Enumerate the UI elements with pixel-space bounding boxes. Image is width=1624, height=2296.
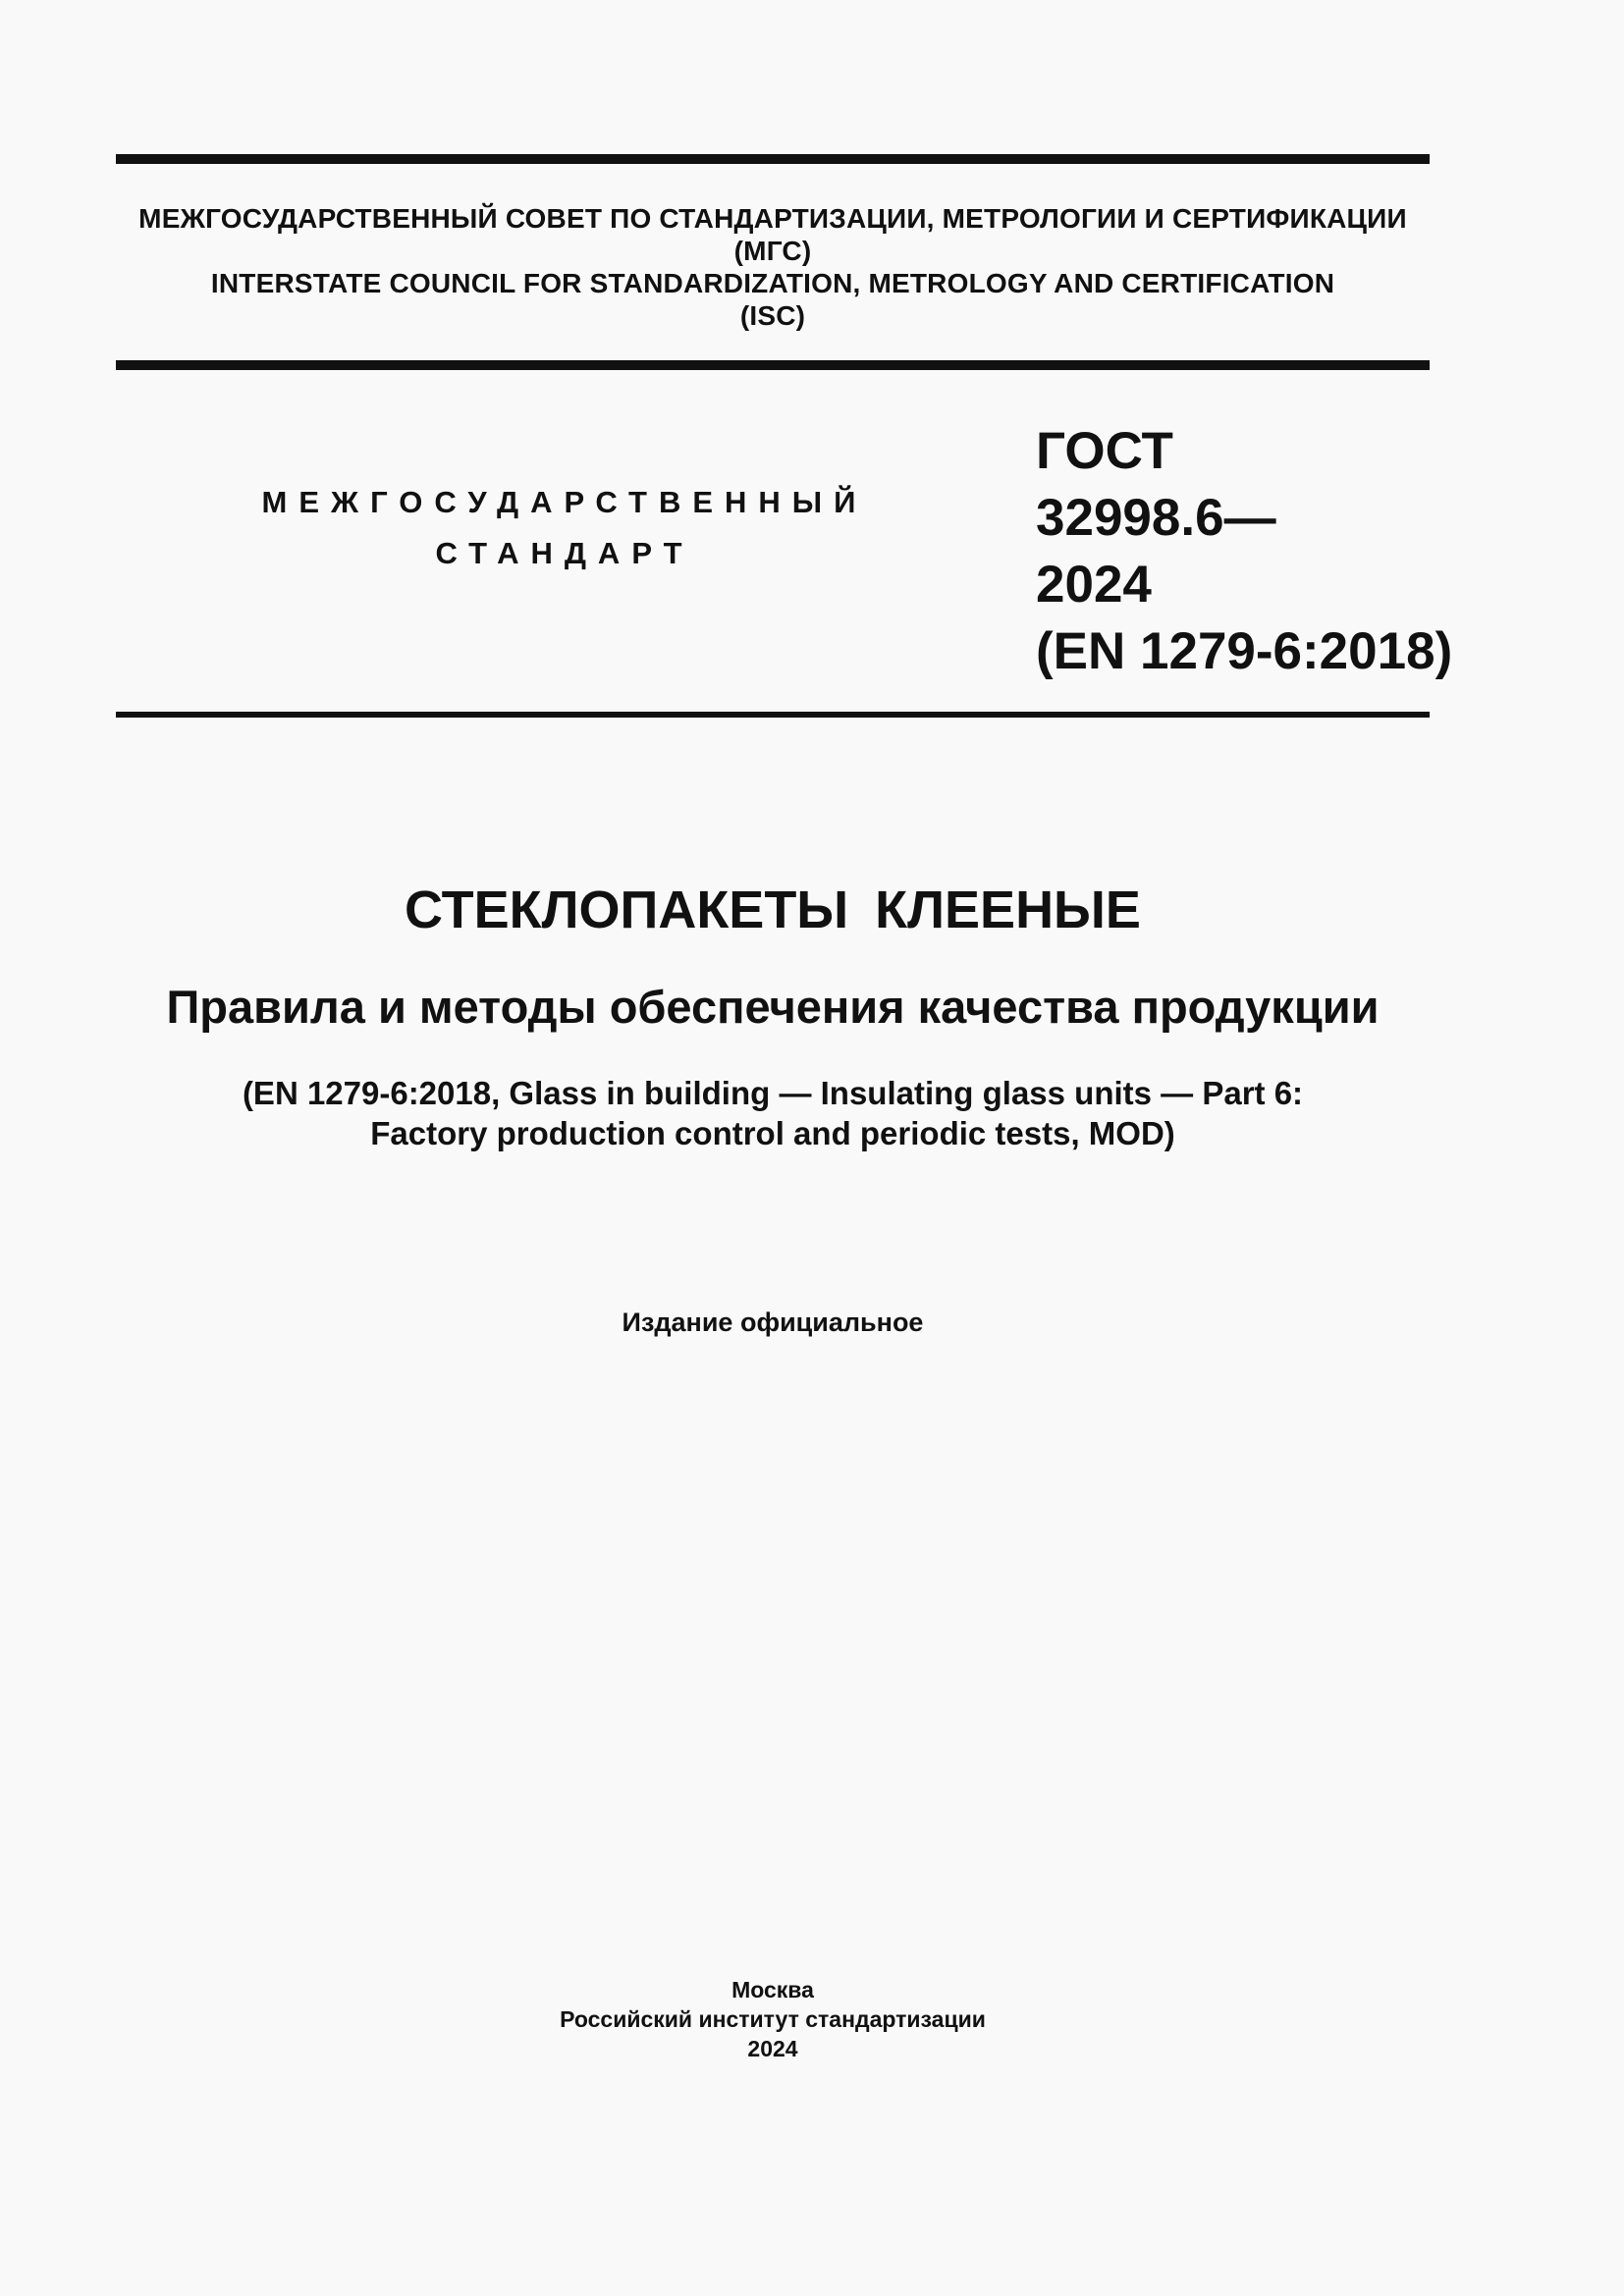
designation-line1: ГОСТ [1036,422,1173,480]
designation-line2: 32998.6— [1036,489,1276,547]
en-reference-line1: (EN 1279-6:2018, Glass in building — Insulating glass units — Part 6: [242,1075,1304,1111]
imprint-publisher: Российский институт стандартизации [560,2006,986,2032]
council-abbr-en: (ISC) [739,300,806,331]
designation-line4: (EN 1279-6:2018) [1036,622,1453,680]
standard-type [206,477,923,579]
en-reference-line2: Factory production control and periodic tests, MOD) [370,1115,1175,1151]
edition-label: Издание официальное [622,1308,924,1337]
council-abbr-ru: (МГС) [733,236,812,266]
standard-designation [1036,418,1452,685]
middle-rule [116,360,1430,370]
imprint-city: Москва [731,1977,814,2002]
designation-line3: 2024 [1036,556,1152,614]
council-header [116,202,1430,332]
imprint-year: 2024 [747,2036,798,2061]
council-name-en: INTERSTATE COUNCIL FOR STANDARDIZATION, METROLOGY AND CERTIFICATION [210,268,1335,298]
standard-type-line1: МЕЖГОСУДАРСТВЕННЫЙ [261,485,868,519]
european-standard-reference [116,1073,1430,1153]
document-title: СТЕКЛОПАКЕТЫ КЛЕЕНЫЕ [405,881,1141,939]
imprint [116,1975,1430,2063]
council-name-ru: МЕЖГОСУДАРСТВЕННЫЙ СОВЕТ ПО СТАНДАРТИЗАЦИИ, МЕТРОЛОГИИ И СЕРТИФИКАЦИИ [138,203,1407,234]
lower-rule [116,712,1430,718]
top-rule [116,154,1430,164]
standard-type-line2: СТАНДАРТ [435,536,694,570]
document-subtitle: Правила и методы обеспечения качества продукции [166,981,1380,1033]
